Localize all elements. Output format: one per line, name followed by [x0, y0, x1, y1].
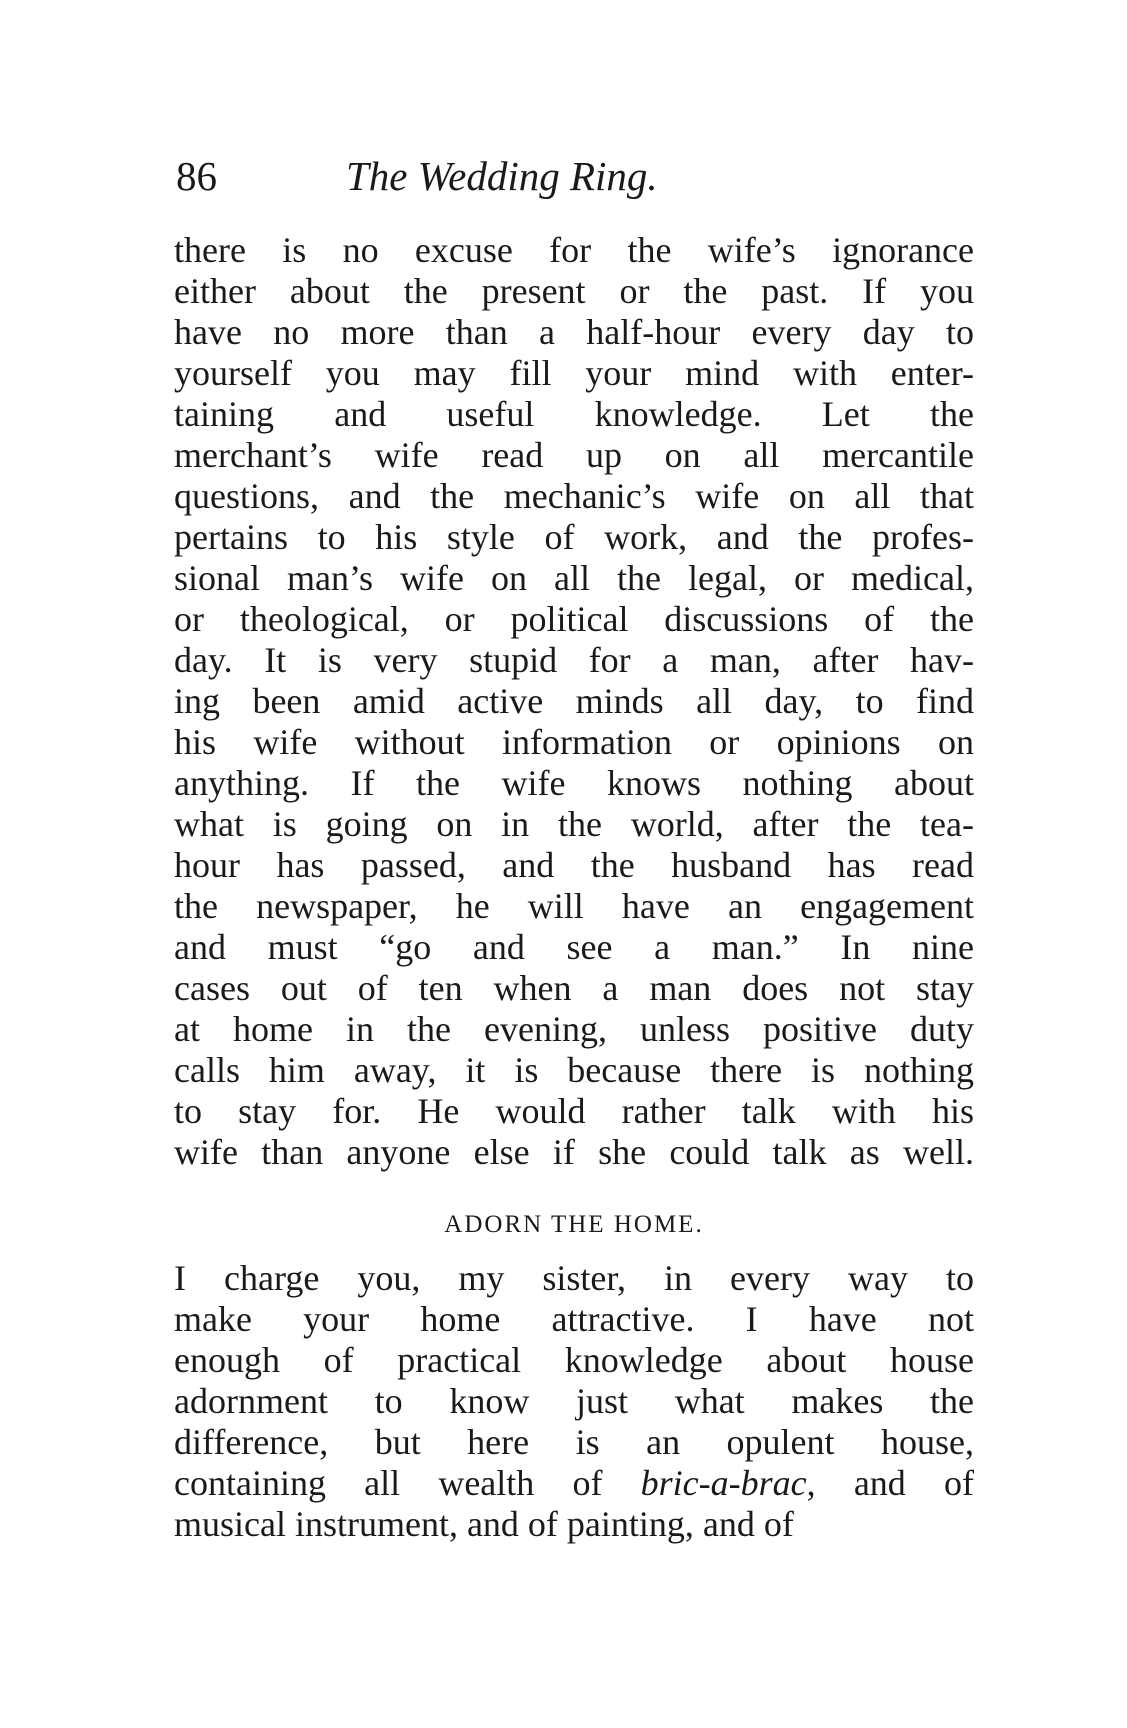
text-line: difference, but here is an opulent house, — [174, 1422, 974, 1462]
running-title: The Wedding Ring. — [346, 153, 658, 199]
italic-phrase: bric-a-brac — [640, 1463, 807, 1503]
section-heading: ADORN THE HOME. — [444, 1211, 704, 1238]
text-line: yourself you may fill your mind with enter- — [174, 353, 974, 393]
line-tail-text: , and of — [806, 1463, 974, 1503]
text-line: there is no excuse for the wife’s ignorance — [174, 230, 974, 270]
paragraph-2 — [174, 1258, 974, 1545]
text-line: calls him away, it is because there is nothing — [174, 1050, 974, 1090]
text-line: the newspaper, he will have an engagement — [174, 886, 974, 926]
text-line: musical instrument, and of painting, and of — [174, 1504, 794, 1544]
text-line: to stay for. He would rather talk with his — [174, 1091, 974, 1131]
text-line: enough of practical knowledge about house — [174, 1340, 974, 1380]
text-line: day. It is very stupid for a man, after hav- — [174, 640, 974, 680]
text-line-with-italic — [174, 1463, 974, 1504]
text-line: at home in the evening, unless positive duty — [174, 1009, 974, 1049]
text-line: questions, and the mechanic’s wife on all that — [174, 476, 974, 516]
page-number: 86 — [176, 153, 217, 199]
text-line: I charge you, my sister, in every way to — [174, 1258, 974, 1298]
text-line: anything. If the wife knows nothing about — [174, 763, 974, 803]
text-line: wife than anyone else if she could talk as well. — [174, 1132, 974, 1172]
text-line: cases out of ten when a man does not stay — [174, 968, 974, 1008]
text-line: or theological, or political discussions of the — [174, 599, 974, 639]
text-line: taining and useful knowledge. Let the — [174, 394, 974, 434]
text-line: adornment to know just what makes the — [174, 1381, 974, 1421]
paragraph-1 — [174, 230, 974, 1173]
text-line: pertains to his style of work, and the profes- — [174, 517, 974, 557]
page-header — [176, 152, 976, 212]
text-line: either about the present or the past. If you — [174, 271, 974, 311]
text-line: make your home attractive. I have not — [174, 1299, 974, 1339]
text-line: sional man’s wife on all the legal, or medical, — [174, 558, 974, 598]
text-line: his wife without information or opinions on — [174, 722, 974, 762]
line-lead-text: containing all wealth of — [174, 1463, 641, 1503]
text-line: what is going on in the world, after the tea- — [174, 804, 974, 844]
text-line: merchant’s wife read up on all mercantile — [174, 435, 974, 475]
text-line: and must “go and see a man.” In nine — [174, 927, 974, 967]
text-line: ing been amid active minds all day, to find — [174, 681, 974, 721]
text-line: hour has passed, and the husband has read — [174, 845, 974, 885]
text-line: have no more than a half-hour every day to — [174, 312, 974, 352]
